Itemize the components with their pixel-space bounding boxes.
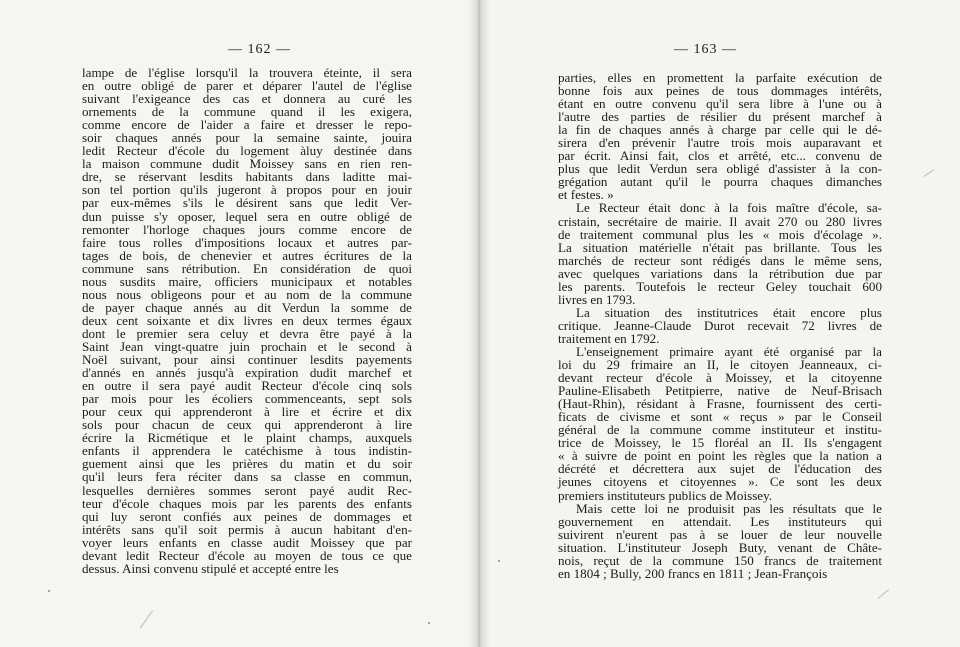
- book-gutter: [468, 0, 490, 647]
- text-line: faire tous rolles d'impositions locaux et autres par-: [82, 234, 412, 250]
- text-line: trice de Moissey, le 15 floréal an II. Ils s'engagent: [558, 435, 882, 451]
- text-line: guement ainsi que les prières du matin et du soir: [82, 456, 412, 472]
- text-line: deux cent soixante et dix livres en deux termes égaux: [82, 312, 412, 328]
- text-line: nous susdits maire, officiers municipaux et notables: [82, 273, 412, 289]
- text-line: traitement en 1792.: [558, 330, 660, 346]
- text-line: général de la commune comme instituteur et institu-: [558, 422, 882, 438]
- text-line: critique. Jeanne-Claude Durot recevait 72 livres de: [558, 317, 882, 333]
- left-page: [0, 0, 478, 647]
- text-line: « à suivre de point en point les règles que la nation a: [558, 448, 882, 464]
- text-line: décrété et décrettera aux sujet de l'éducation des: [558, 461, 882, 477]
- text-line: soir chaques annés pour la semaine sainte, jouira: [82, 130, 412, 146]
- text-line: loi du 29 frimaire an II, le citoyen Jeanneaux, ci-: [558, 357, 882, 373]
- text-line: comme encore de l'aider a faire et dresser le repo-: [82, 117, 412, 133]
- paragraph: [82, 66, 412, 575]
- text-line: suivant l'exigeance des cas et donnera au curé les: [82, 91, 412, 107]
- text-line: qu'il leurs fera réciter dans sa classe en commun,: [82, 469, 412, 485]
- paper-scratch: [140, 610, 153, 629]
- paragraph: [558, 306, 882, 345]
- text-line: la fin de chaques annés à charge par celle qui le dé-: [558, 122, 882, 138]
- page-number-left: — 162 —: [228, 42, 291, 57]
- left-page-text: [82, 66, 412, 575]
- text-line: enfants il apprendera le catéchisme à tous indistin-: [82, 443, 412, 459]
- text-line: parties, elles en promettent la parfaite exécution de: [558, 70, 882, 85]
- text-line: sirera d'en prévenir l'autre trois mois auparavant et: [558, 135, 882, 151]
- paper-speck: [48, 590, 50, 592]
- paragraph: [558, 345, 882, 502]
- text-line: livres en 1793.: [558, 291, 636, 307]
- text-line: ornements de la commune quand il les exigera,: [82, 104, 412, 120]
- paragraph: [558, 201, 882, 305]
- right-page-text: [558, 71, 882, 580]
- text-line: grégation autant qu'il le pourra chaques dimanches: [558, 174, 882, 190]
- text-line: Le Recteur était donc à la fois maître d'école, sa-: [576, 200, 882, 216]
- text-line: Noël suivant, pour ainsi continuer lesdits payements: [82, 352, 412, 368]
- paragraph: [558, 71, 882, 201]
- text-line: les parents. Toutefois le recteur Geley touchait 600: [558, 278, 882, 294]
- text-line: avec quelques variations dans la rétribution due par: [558, 265, 882, 281]
- text-line: Saint Jean vingt-quatre juin prochain et le second à: [82, 338, 412, 354]
- text-line: commune sans rétribution. En considération de quoi: [82, 260, 412, 276]
- text-line: jeunes citoyens et citoyennes ». Ce sont les deux: [558, 474, 882, 490]
- text-line: par eux-mêmes s'ils le désirent sans que ledit Ver-: [82, 195, 412, 211]
- text-line: lesquelles dernières sommes seront payé audit Rec-: [82, 482, 412, 498]
- text-line: Pauline-Elisabeth Petitpierre, native de Neuf-Brisach: [558, 383, 882, 399]
- text-line: la maison commune dudit Moissey sans en rien ren-: [82, 156, 412, 172]
- text-line: l'autre des parties de résilier du présent marchef à: [558, 109, 882, 125]
- text-line: dont le premier sera celuy et devra être payé à la: [82, 325, 412, 341]
- text-line: dre, se réservant lesdits habitants dans laditte mai-: [82, 169, 412, 185]
- text-line: ficats de civisme et sont « reçus » par le Conseil: [558, 409, 882, 425]
- text-line: (Haut-Rhin), résidant à Frasne, fournissent des certi-: [558, 396, 882, 412]
- text-line: lampe de l'église lorsqu'il la trouvera éteinte, il sera: [82, 65, 412, 80]
- text-line: situation. L'instituteur Joseph Buty, venant de Châte-: [558, 539, 882, 555]
- text-line: premiers instituteurs publics de Moissey.: [558, 487, 773, 503]
- text-line: en outre obligé de parer et déparer l'autel de l'église: [82, 78, 412, 94]
- text-line: La situation des institutrices était encore plus: [576, 304, 882, 320]
- page-number-right: — 163 —: [674, 42, 737, 57]
- text-line: L'enseignement primaire ayant été organisé par la: [576, 343, 882, 359]
- text-line: devant ledit Recteur d'école au moyen de tous ce que: [82, 547, 412, 563]
- text-line: par mois pour les écoliers commenceants, sept sols: [82, 391, 412, 407]
- text-line: d'annés en annés jusqu'à expiration dudit marchef et: [82, 365, 412, 381]
- text-line: plus que ledit Verdun sera obligé d'assister à la con-: [558, 161, 882, 177]
- text-line: nous nous obligeons pour et au nom de la commune: [82, 286, 412, 302]
- paper-scratch: [924, 169, 934, 177]
- text-line: suivirent n'eurent pas à se louer de leur nouvelle: [558, 526, 882, 542]
- text-line: écrire la Ricmétique et le plaint champs, auxquels: [82, 430, 412, 446]
- text-line: Mais cette loi ne produisit pas les résultats que le: [576, 500, 882, 516]
- text-line: dessus. Ainsi convenu stipulé et accepté entre les: [82, 560, 339, 576]
- right-page: [478, 0, 960, 647]
- text-line: pour ceux qui apprenderont à lire et écrire et dix: [82, 404, 412, 420]
- paper-speck: [428, 622, 430, 624]
- text-line: gouvernement en attendait. Les instituteurs qui: [558, 513, 882, 529]
- text-line: voyer leurs enfants en classe audit Moissey que par: [82, 534, 412, 550]
- text-line: bonne fois aux peines de tous dommages intérêts,: [558, 83, 882, 99]
- paper-scratch: [878, 589, 889, 599]
- paragraph: [558, 502, 882, 580]
- text-line: et festes. »: [558, 187, 614, 203]
- text-line: de payer chaque annés au dit Verdun la somme de: [82, 299, 412, 315]
- text-line: sols pour chacun de ceux qui apprenderont à lire: [82, 417, 412, 433]
- text-line: son tel portion qu'ils jugeront à propos pour en jouir: [82, 182, 412, 198]
- text-line: ledit Recteur d'école du logement àluy destinée dans: [82, 143, 412, 159]
- text-line: par écrit. Ainsi fait, clos et arrêté, etc... convenu de: [558, 148, 882, 164]
- text-line: teur d'école chaques mois par les parents des enfants: [82, 495, 412, 511]
- text-line: dun puisse s'y oposer, lequel sera en outre obligé de: [82, 208, 412, 224]
- text-line: de traitement communal plus les « mois d'écolage ».: [558, 226, 882, 242]
- text-line: qui luy seront confiés aux peines de dommages et: [82, 508, 412, 524]
- text-line: étant en outre convenu qu'il sera libre à l'une ou à: [558, 96, 882, 112]
- text-line: La situation matérielle n'était pas brillante. Tous les: [558, 239, 882, 255]
- text-line: marchés de recteur sont rédigés dans le même sens,: [558, 252, 882, 268]
- text-line: en 1804 ; Bully, 200 francs en 1811 ; Jean-François: [558, 565, 828, 581]
- text-line: tages de bois, de chenevier et autres écritures de la: [82, 247, 412, 263]
- text-line: intérêts sans qu'il soit permis à aucun habitant d'en-: [82, 521, 412, 537]
- text-line: cristain, secrétaire de mairie. Il avait 270 ou 280 livres: [558, 213, 882, 229]
- text-line: nois, reçut de la commune 150 francs de traitement: [558, 552, 882, 568]
- text-line: devant recteur d'école à Moissey, et la citoyenne: [558, 370, 882, 386]
- text-line: remonter l'horloge chaques jours comme encore de: [82, 221, 412, 237]
- paper-speck: [498, 560, 500, 562]
- text-line: en outre il sera payé audit Recteur d'école cinq sols: [82, 378, 412, 394]
